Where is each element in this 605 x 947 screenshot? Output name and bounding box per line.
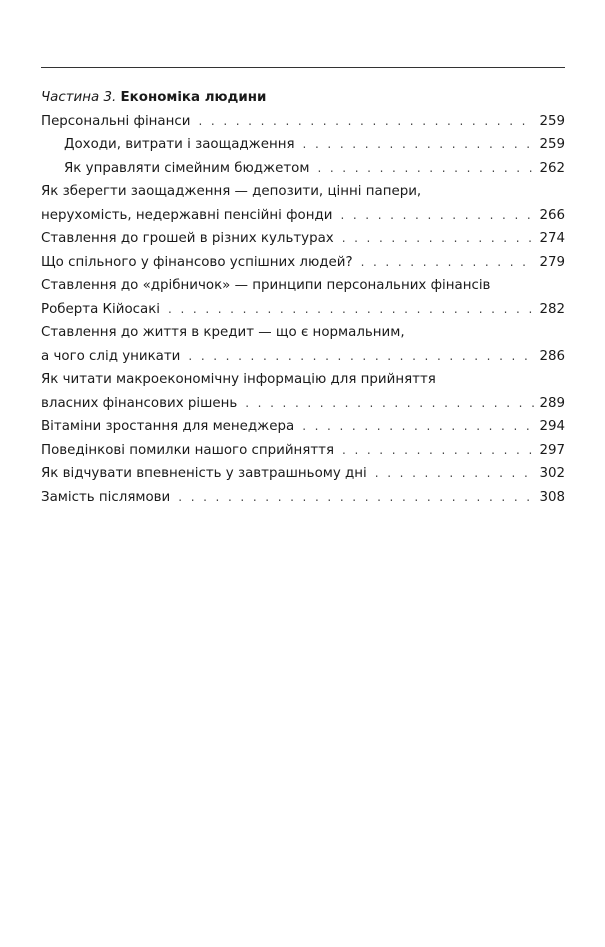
toc-entry-title: Доходи, витрати і заощадження xyxy=(64,137,295,152)
dot-leader xyxy=(188,345,535,369)
toc-entry-title-line: Як читати макроекономічну інформацію для прийняття xyxy=(41,372,436,387)
toc-entry-title: Вітаміни зростання для менеджера xyxy=(41,419,295,434)
page-number: 282 xyxy=(539,301,565,317)
page-number: 302 xyxy=(539,466,565,481)
toc-entry-title-line: Як зберегти заощадження — депозити, цінні папери, xyxy=(41,184,422,199)
dot-leader xyxy=(342,227,536,251)
toc-entry-title: Як відчувати впевненість у завтрашньому дні xyxy=(41,466,367,481)
toc-entry-title-line: Ставлення до «дрібничок» — принципи персональних фінансів xyxy=(41,278,491,293)
toc-entry[interactable] xyxy=(41,415,565,439)
table-of-contents xyxy=(41,86,565,509)
toc-entry-title: Поведінкові помилки нашого сприйняття xyxy=(41,442,335,458)
dot-leader xyxy=(198,110,535,134)
toc-entry-title-line: нерухомість, недержавні пенсійні фонди xyxy=(41,207,333,223)
toc-subentry[interactable] xyxy=(41,133,565,157)
page-number: 308 xyxy=(539,489,565,505)
toc-entry-title: Що спільного у фінансово успішних людей? xyxy=(41,254,353,270)
toc-entry-title: Як управляти сімейним бюджетом xyxy=(64,160,310,176)
dot-leader xyxy=(361,251,536,275)
toc-entry-title-line: власних фінансових рішень xyxy=(41,395,238,411)
toc-entry[interactable] xyxy=(41,274,565,321)
toc-subentry[interactable] xyxy=(41,157,565,181)
page-number: 259 xyxy=(539,137,565,152)
part-label: Частина 3. xyxy=(41,90,117,105)
toc-entry-title: Ставлення до грошей в різних культурах xyxy=(41,231,334,246)
page-number: 297 xyxy=(539,442,565,458)
toc-entry-title: Персональні фінанси xyxy=(41,113,191,129)
toc-entry-title-line: Ставлення до життя в кредит — що є нормальним, xyxy=(41,325,405,340)
dot-leader xyxy=(317,157,535,181)
page-number: 266 xyxy=(539,207,565,223)
toc-entry[interactable] xyxy=(41,439,565,463)
page-number: 289 xyxy=(539,395,565,411)
page-number: 279 xyxy=(539,254,565,270)
page-number: 294 xyxy=(539,419,565,434)
dot-leader xyxy=(303,133,536,157)
toc-entry[interactable] xyxy=(41,227,565,251)
toc-entry[interactable] xyxy=(41,462,565,486)
dot-leader xyxy=(342,439,535,463)
dot-leader xyxy=(168,298,535,322)
toc-entry[interactable] xyxy=(41,180,565,227)
page-number: 259 xyxy=(539,113,565,129)
toc-entry[interactable] xyxy=(41,486,565,510)
top-rule xyxy=(41,67,565,68)
dot-leader xyxy=(178,486,535,510)
toc-entry[interactable] xyxy=(41,110,565,134)
toc-entry[interactable] xyxy=(41,368,565,415)
part-title: Економіка людини xyxy=(120,90,267,105)
toc-entry[interactable] xyxy=(41,251,565,275)
page-number: 262 xyxy=(539,160,565,176)
page-number: 274 xyxy=(539,231,565,246)
toc-entry-title: Замість післямови xyxy=(41,489,171,505)
part-heading xyxy=(41,86,565,110)
dot-leader xyxy=(340,204,535,228)
toc-entry[interactable] xyxy=(41,321,565,368)
dot-leader xyxy=(302,415,535,439)
dot-leader xyxy=(245,392,535,416)
toc-entry-title-line: а чого слід уникати xyxy=(41,348,181,364)
toc-entry-title-line: Роберта Кійосакі xyxy=(41,301,161,317)
dot-leader xyxy=(375,462,536,486)
page-number: 286 xyxy=(539,348,565,364)
